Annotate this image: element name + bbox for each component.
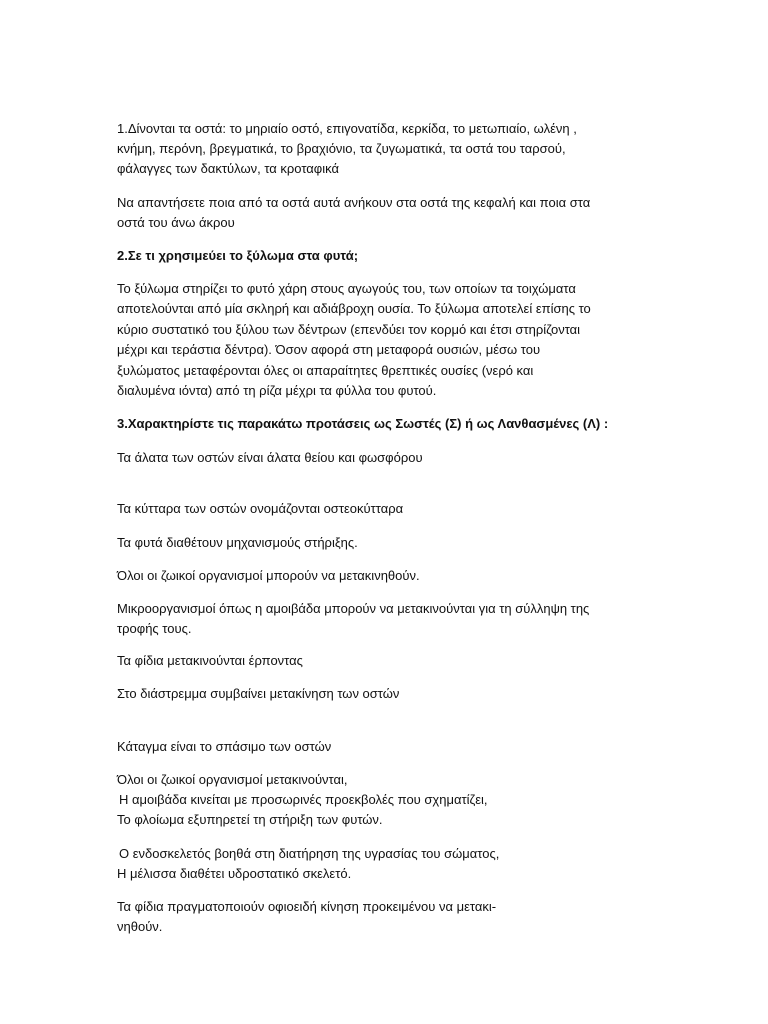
q2-answer-line-6: διαλυμένα ιόντα) από τη ρίζα μέχρι τα φύλλα του φυτού. (117, 383, 437, 398)
q3-statement: Η μέλισσα διαθέτει υδροστατικό σκελετό. (117, 866, 352, 881)
q3-statement: Τα φυτά διαθέτουν μηχανισμούς στήριξης. (117, 535, 358, 550)
q1-line-1: 1.Δίνονται τα οστά: το μηριαίο οστό, επιγονατίδα, κερκίδα, το μετωπιαίο, ωλένη , (117, 121, 577, 136)
q3-statement: Κάταγμα είναι το σπάσιμο των οστών (117, 739, 332, 754)
q3-statement: Μικροοργανισμοί όπως η αμοιβάδα μπορούν να μετακινούνται για τη σύλληψη της (117, 601, 590, 616)
q3-statement: Τα κύτταρα των οστών ονομάζονται οστεοκύτταρα (117, 501, 404, 516)
q3-statement-continued: νηθούν. (117, 919, 163, 934)
q3-statement-continued: τροφής τους. (117, 621, 192, 636)
q3-statement: Ο ενδοσκελετός βοηθά στη διατήρηση της υγρασίας του σώματος, (119, 846, 500, 861)
q1-task-line-2: οστά του άνω άκρου (117, 215, 235, 230)
q1-line-3: φάλαγγες των δακτύλων, τα κροταφικά (117, 161, 339, 176)
q3-statement: Η αμοιβάδα κινείται με προσωρινές προεκβολές που σχηματίζει, (119, 792, 488, 807)
q3-statement: Τα φίδια πραγματοποιούν οφιοειδή κίνηση προκειμένου να μετακι- (117, 899, 497, 914)
q3-statement: Το φλοίωμα εξυπηρετεί τη στήριξη των φυτών. (117, 812, 383, 827)
q1-line-2: κνήμη, περόνη, βρεγματικά, το βραχιόνιο, τα ζυγωματικά, τα οστά του ταρσού, (117, 141, 566, 156)
q2-title: 2.Σε τι χρησιμεύει το ξύλωμα στα φυτά; (117, 248, 359, 263)
q3-statement: Όλοι οι ζωικοί οργανισμοί μπορούν να μετακινηθούν. (117, 568, 420, 583)
q3-statement: Όλοι οι ζωικοί οργανισμοί μετακινούνται, (117, 772, 348, 787)
q2-answer-line-4: μέχρι και τεράστια δέντρα). Όσον αφορά στη μεταφορά ουσιών, μέσω του (117, 342, 541, 357)
q2-answer-line-2: αποτελούνται από μία σκληρή και αδιάβροχη ουσία. Το ξύλωμα αποτελεί επίσης το (117, 301, 591, 316)
q2-answer-line-3: κύριο συστατικό του ξύλου των δέντρων (επενδύει τον κορμό και έτσι στηρίζονται (117, 322, 581, 337)
q2-answer-line-5: ξυλώματος μεταφέρονται όλες οι απαραίτητες θρεπτικές ουσίες (νερό και (117, 363, 534, 378)
q3-statement: Τα φίδια μετακινούνται έρποντας (117, 653, 303, 668)
q2-answer-line-1: Το ξύλωμα στηρίζει το φυτό χάρη στους αγωγούς του, των οποίων τα τοιχώματα (117, 281, 576, 296)
q1-task-line-1: Να απαντήσετε ποια από τα οστά αυτά ανήκουν στα οστά της κεφαλή και ποια στα (117, 195, 591, 210)
q3-title: 3.Χαρακτηρίστε τις παρακάτω προτάσεις ως Σωστές (Σ) ή ως Λανθασμένες (Λ) : (117, 416, 609, 431)
q3-statement: Τα άλατα των οστών είναι άλατα θείου και φωσφόρου (117, 450, 423, 465)
q3-statement: Στο διάστρεμμα συμβαίνει μετακίνηση των οστών (117, 686, 400, 701)
